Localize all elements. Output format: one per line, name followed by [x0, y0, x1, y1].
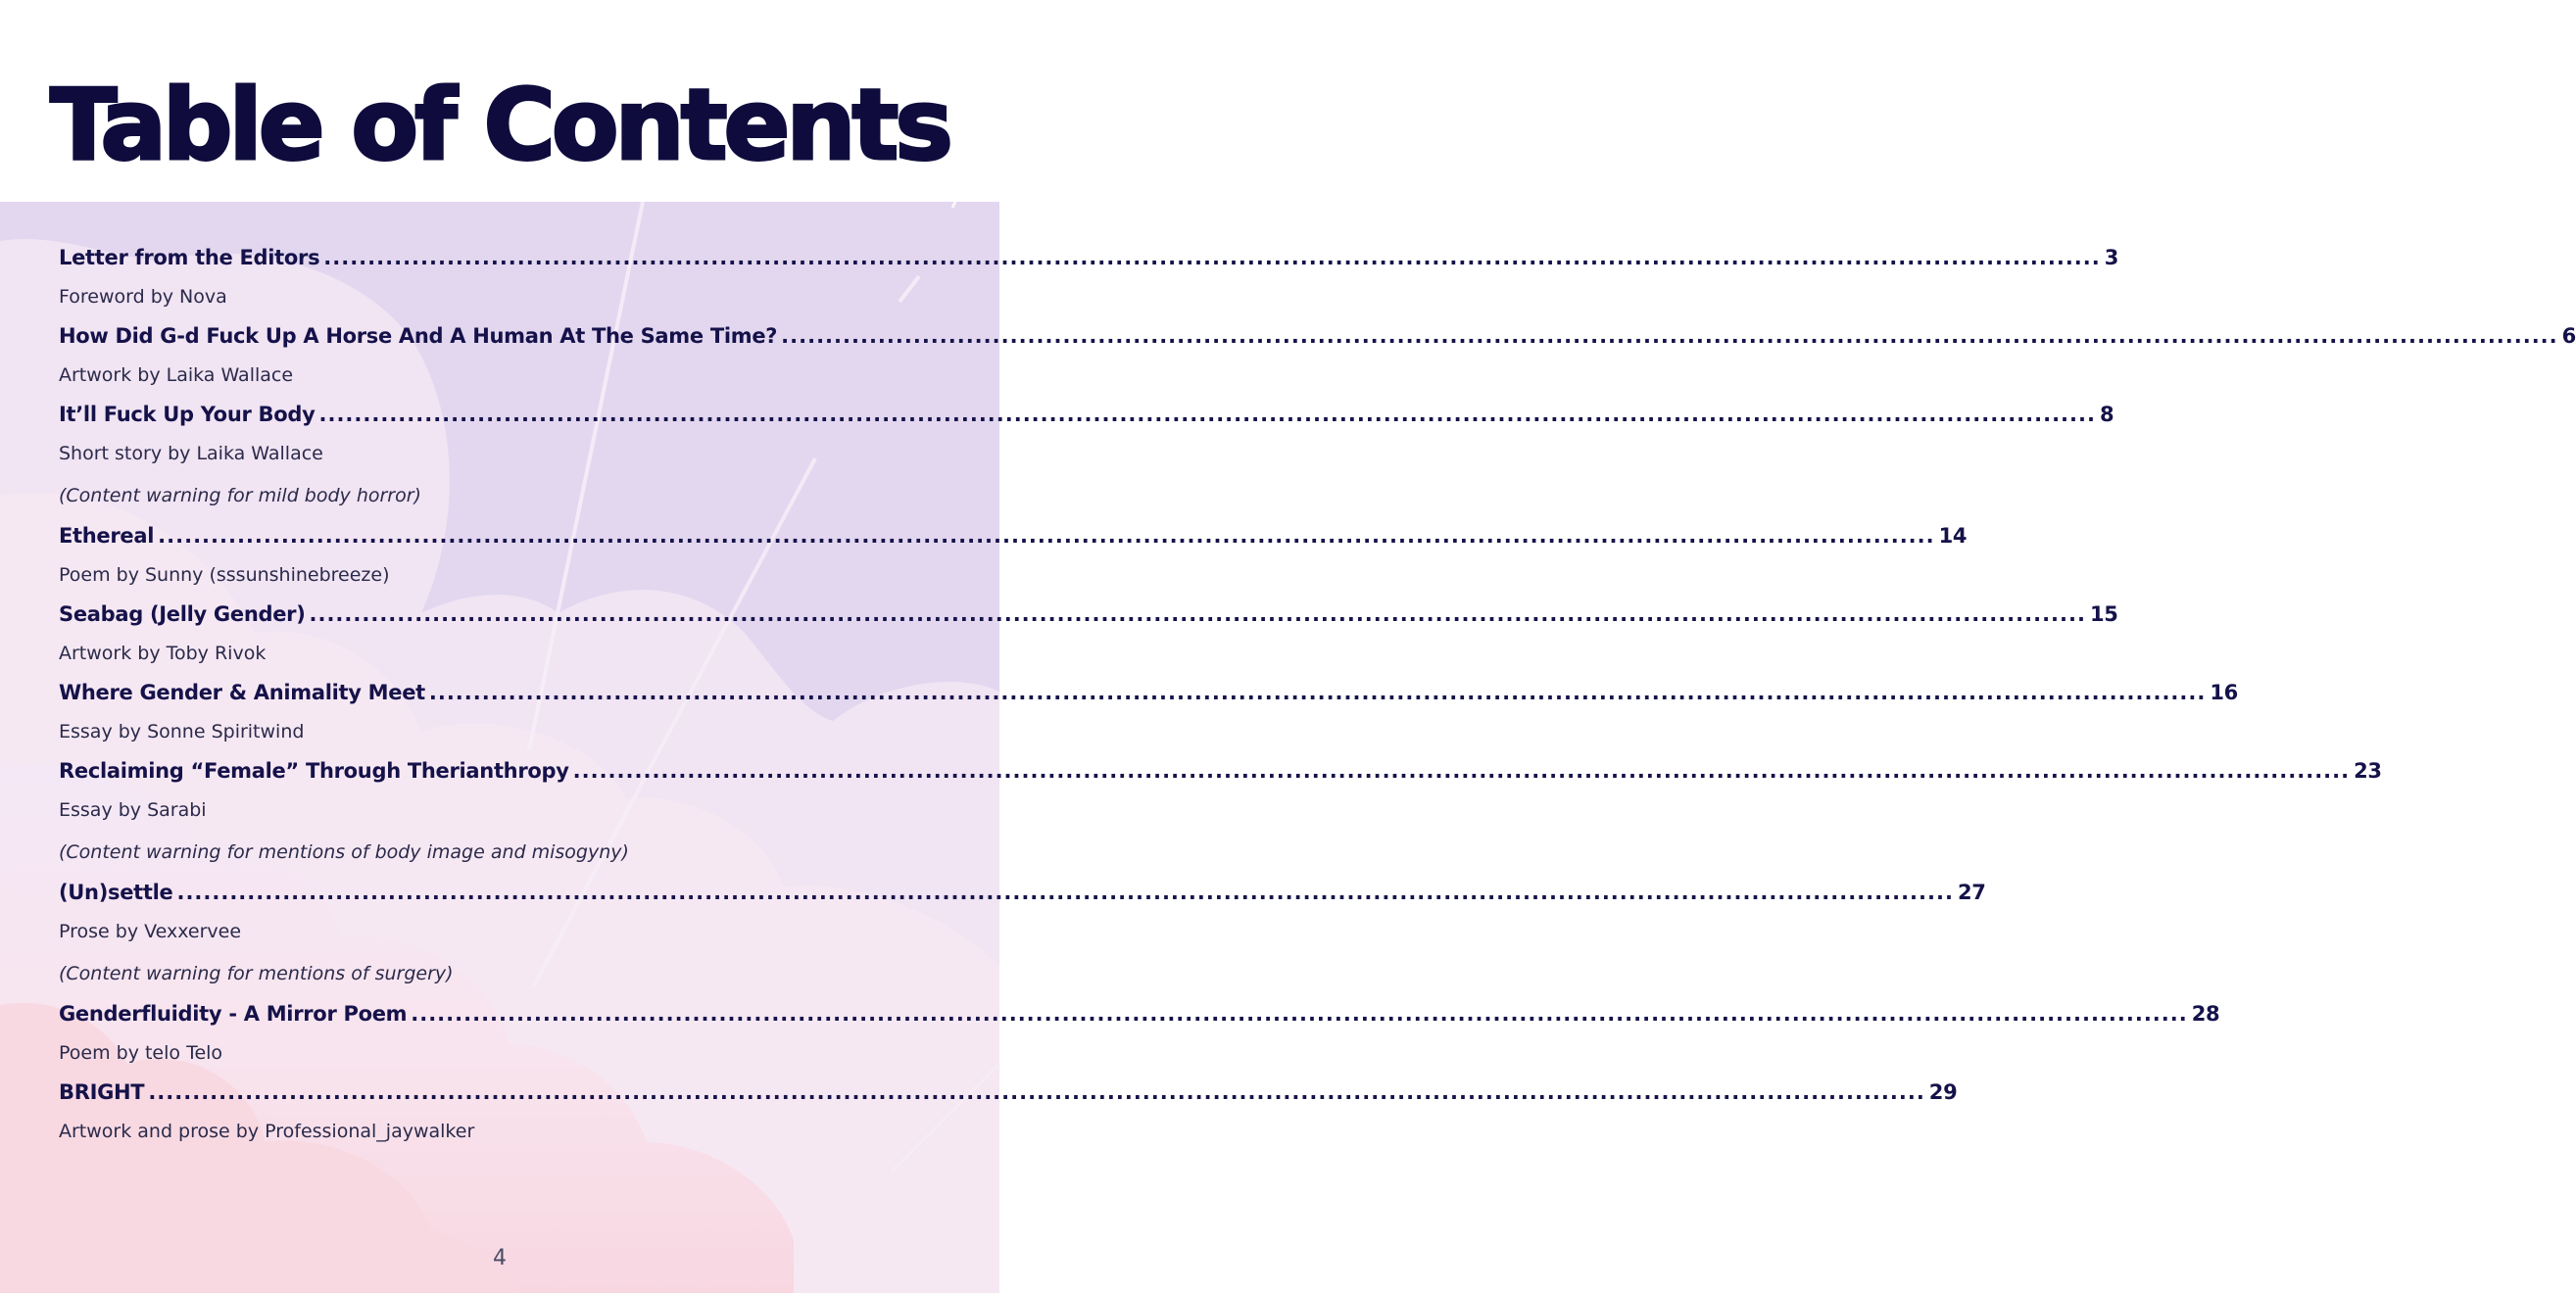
- entry-page-number: 14: [1938, 524, 1968, 548]
- page-title: Table of Contents: [50, 68, 949, 182]
- toc-entry[interactable]: [59, 596, 2118, 633]
- dot-leader: ..........................................................................................................................................................................................................: [323, 246, 2101, 269]
- toc-entry[interactable]: [59, 1074, 1958, 1111]
- entry-title: Seabag (Jelly Gender): [59, 602, 306, 626]
- entry-title: Where Gender & Animality Meet: [59, 681, 425, 704]
- entry-byline: Artwork by Toby Rivok: [59, 643, 267, 664]
- toc-entry[interactable]: [59, 517, 1968, 554]
- page-number: 4: [493, 1246, 507, 1270]
- dot-leader: ..........................................................................................................................................................................................................: [781, 324, 2558, 348]
- entry-title: (Un)settle: [59, 881, 173, 904]
- toc-entry[interactable]: [59, 995, 2220, 1032]
- header: [0, 0, 999, 202]
- entry-title: Letter from the Editors: [59, 246, 320, 269]
- toc-entry[interactable]: [59, 239, 2119, 276]
- toc-entry[interactable]: [59, 874, 1986, 911]
- entry-title: It’ll Fuck Up Your Body: [59, 403, 316, 426]
- entry-byline: Artwork and prose by Professional_jaywalker: [59, 1121, 475, 1142]
- entry-byline: Essay by Sonne Spiritwind: [59, 721, 305, 742]
- entry-page-number: 28: [2191, 1002, 2220, 1026]
- entry-title: Reclaiming “Female” Through Therianthropy: [59, 759, 569, 783]
- entry-byline: Poem by Sunny (sssunshinebreeze): [59, 564, 390, 586]
- toc-entry[interactable]: [59, 752, 2382, 790]
- entry-page-number: 8: [2099, 403, 2114, 426]
- entry-byline: Poem by telo Telo: [59, 1042, 223, 1064]
- entry-page-number: 3: [2104, 246, 2119, 269]
- content-warning: (Content warning for mild body horror): [59, 485, 421, 506]
- entry-page-number: 15: [2089, 602, 2118, 626]
- entry-byline: Artwork by Laika Wallace: [59, 364, 294, 386]
- dot-leader: ..........................................................................................................................................................................................................: [572, 759, 2351, 783]
- entry-byline: Prose by Vexxervee: [59, 921, 242, 942]
- dot-leader: ..........................................................................................................................................................................................................: [148, 1080, 1925, 1104]
- entry-page-number: 23: [2354, 759, 2382, 783]
- entry-title: BRIGHT: [59, 1080, 145, 1104]
- content-warning: (Content warning for mentions of surgery): [59, 963, 454, 984]
- toc-entry[interactable]: [59, 317, 2576, 355]
- dot-leader: ..........................................................................................................................................................................................................: [411, 1002, 2188, 1026]
- dot-leader: ..........................................................................................................................................................................................................: [176, 881, 1954, 904]
- entry-byline: Short story by Laika Wallace: [59, 443, 323, 464]
- table-of-contents: [59, 239, 2576, 1152]
- entry-page-number: 16: [2210, 681, 2238, 704]
- entry-title: How Did G-d Fuck Up A Horse And A Human At The Same Time?: [59, 324, 778, 348]
- entry-page-number: 27: [1957, 881, 1986, 904]
- entry-page-number: 6: [2561, 324, 2576, 348]
- entry-title: Ethereal: [59, 524, 155, 548]
- entry-page-number: 29: [1928, 1080, 1958, 1104]
- entry-byline: Essay by Sarabi: [59, 799, 207, 821]
- dot-leader: ..........................................................................................................................................................................................................: [309, 602, 2086, 626]
- dot-leader: ..........................................................................................................................................................................................................: [318, 403, 2096, 426]
- toc-entry[interactable]: [59, 396, 2114, 433]
- entry-byline: Foreword by Nova: [59, 286, 227, 308]
- toc-entry[interactable]: [59, 674, 2238, 711]
- dot-leader: ..........................................................................................................................................................................................................: [428, 681, 2207, 704]
- dot-leader: ..........................................................................................................................................................................................................: [158, 524, 1935, 548]
- content-warning: (Content warning for mentions of body image and misogyny): [59, 841, 629, 863]
- entry-title: Genderfluidity - A Mirror Poem: [59, 1002, 408, 1026]
